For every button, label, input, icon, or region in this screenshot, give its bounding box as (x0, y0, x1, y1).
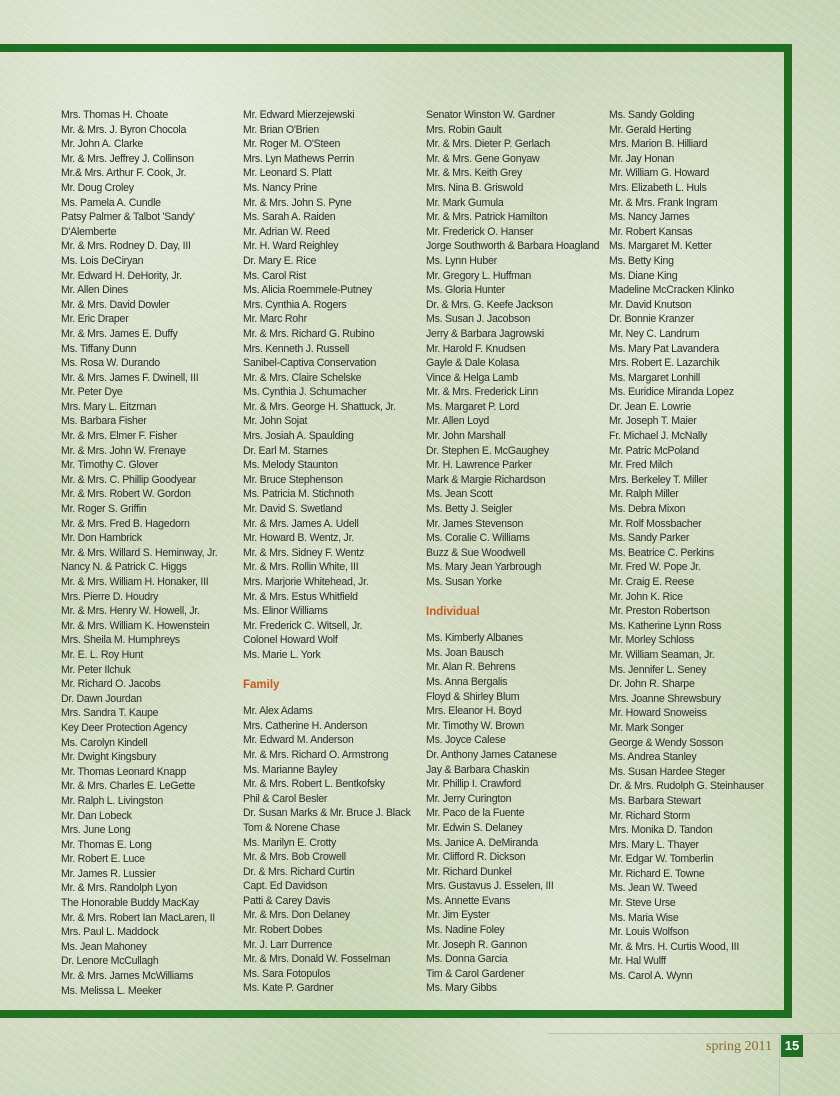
section-heading: Family (243, 678, 280, 691)
donor-name: Mr. & Mrs. Rollin White, III (243, 561, 359, 574)
donor-name: Ms. Marilyn E. Crotty (243, 836, 337, 849)
donor-name: Ms. Jean Scott (426, 488, 493, 501)
donor-name: Ms. Janice A. DeMiranda (426, 836, 539, 849)
donor-name: Mr. Eric Draper (61, 313, 129, 326)
donor-name: Ms. Donna Garcia (426, 953, 508, 966)
donor-name: Mr. Brian O'Brien (243, 123, 320, 136)
donor-name: Mr. Mark Gumula (426, 196, 504, 209)
donor-name: Ms. Margaret Lonhill (609, 371, 700, 384)
donor-name: Dr. Bonnie Kranzer (609, 313, 695, 326)
footer-vertical-rule (779, 1033, 780, 1096)
donor-name: Mr. E. L. Roy Hunt (61, 648, 144, 661)
donor-name: Mr. & Mrs. Elmer F. Fisher (61, 430, 177, 443)
donor-name: Ms. Nancy James (609, 211, 690, 224)
donor-name: Fr. Michael J. McNally (609, 430, 708, 443)
donor-name: Mark & Margie Richardson (426, 473, 546, 486)
donor-name: Dr. & Mrs. G. Keefe Jackson (426, 298, 553, 311)
donor-name: Mr. Frederick O. Hanser (426, 225, 534, 238)
donor-name: Sanibel-Captiva Conservation (243, 357, 377, 370)
donor-name: Mrs. Catherine H. Anderson (243, 719, 368, 732)
donor-name: Mr. Doug Croley (61, 181, 134, 194)
donor-name: Ms. Kate P. Gardner (243, 982, 334, 995)
donor-name: Mr. Louis Wolfson (609, 926, 689, 939)
donor-name: Mr. Roger M. O'Steen (243, 138, 341, 151)
donor-name: Mr. & Mrs. James F. Dwinell, III (61, 371, 199, 384)
donor-name: Mr. Don Hambrick (61, 532, 142, 545)
donor-name: Mrs. Sandra T. Kaupe (61, 707, 159, 720)
donor-name: Ms. Katherine Lynn Ross (609, 619, 722, 632)
donor-name: Mrs. Mary L. Thayer (609, 838, 699, 851)
donor-name: George & Wendy Sosson (609, 736, 724, 749)
donor-name: Jay & Barbara Chaskin (426, 763, 530, 776)
donor-name: Ms. Sarah A. Raiden (243, 211, 336, 224)
donor-name: Mr. & Mrs. Henry W. Howell, Jr. (61, 605, 200, 618)
donor-name: Ms. Joyce Calese (426, 734, 506, 747)
donor-name: Colonel Howard Wolf (243, 634, 338, 647)
donor-name: Mr. Jerry Curington (426, 792, 512, 805)
donor-name: Ms. Jean Mahoney (61, 940, 147, 953)
donor-name: Mr. Jay Honan (609, 152, 675, 165)
donor-name: Dr. & Mrs. Richard Curtin (243, 865, 355, 878)
donor-name: Mr. & Mrs. Jeffrey J. Collinson (61, 152, 194, 165)
donor-name: Mrs. Elizabeth L. Huls (609, 181, 707, 194)
donor-name: Mr. Joseph T. Maier (609, 415, 697, 428)
donor-name: Ms. Susan J. Jacobson (426, 313, 531, 326)
donor-name: Ms. Melody Staunton (243, 459, 338, 472)
donor-name: Mr. J. Larr Durrence (243, 938, 333, 951)
donor-name: Ms. Alicia Roemmele-Putney (243, 284, 372, 297)
donor-name: Mr. Craig E. Reese (609, 576, 694, 588)
section-heading: Individual (426, 605, 480, 618)
donor-name: Mr. & Mrs. C. Phillip Goodyear (61, 473, 196, 486)
footer-rule (548, 1033, 840, 1034)
donor-column-4 (609, 108, 764, 984)
donor-name: Dr. Susan Marks & Mr. Bruce J. Black (243, 807, 411, 820)
donor-name: Mr. Ney C. Landrum (609, 327, 700, 340)
donor-name: Mr. & Mrs. James E. Duffy (61, 327, 178, 340)
donor-name: Ms. Tiffany Dunn (61, 342, 137, 355)
donor-name: Mrs. Thomas H. Choate (61, 109, 169, 121)
donor-name: Ms. Barbara Stewart (609, 794, 701, 807)
donor-name: Mr. & Mrs. James A. Udell (243, 517, 359, 530)
donor-name: Ms. Lynn Huber (426, 254, 497, 267)
donor-name: Mr. Allen Loyd (426, 415, 490, 428)
donor-name: Jorge Southworth & Barbara Hoagland (426, 240, 600, 253)
donor-name: Mr. Bruce Stephenson (243, 473, 343, 486)
donor-name: Dr. Stephen E. McGaughey (426, 444, 549, 457)
donor-name: Mr. & Mrs. Frederick Linn (426, 386, 539, 399)
donor-name: Mr. Rolf Mossbacher (609, 517, 702, 530)
donor-name: Jerry & Barbara Jagrowski (426, 327, 544, 340)
donor-name: Mr. David Knutson (609, 298, 692, 311)
donor-name: Mr. John A. Clarke (61, 138, 144, 151)
donor-name: Ms. Beatrice C. Perkins (609, 546, 714, 559)
donor-name: Mr. Timothy C. Glover (61, 459, 159, 472)
donor-name: Mrs. Marjorie Whitehead, Jr. (243, 576, 369, 588)
donor-name: Mr. & Mrs. Fred B. Hagedorn (61, 517, 190, 530)
donor-name: Mr. Preston Robertson (609, 605, 710, 618)
donor-name: Ms. Barbara Fisher (61, 415, 147, 428)
donor-name: Mr. Thomas Leonard Knapp (61, 765, 187, 778)
donor-column-2 (243, 108, 411, 996)
donor-name: Mr. Gregory L. Huffman (426, 269, 531, 282)
donor-name: Ms. Betty King (609, 254, 674, 267)
donor-name: Dr. Earl M. Starnes (243, 444, 328, 457)
donor-name: Dr. Dawn Jourdan (61, 692, 142, 705)
donor-name: Mr. Dan Lobeck (61, 809, 132, 822)
donor-name: Patsy Palmer & Talbot 'Sandy' (61, 211, 195, 224)
donor-name: Mrs. Paul L. Maddock (61, 926, 159, 939)
donor-name: Mr. Marc Rohr (243, 313, 307, 326)
donor-name: Ms. Sara Fotopulos (243, 967, 331, 980)
donor-name: Ms. Mary Pat Lavandera (609, 342, 719, 355)
donor-name: Mr. Robert E. Luce (61, 853, 145, 866)
donor-name: Mr. Richard Dunkel (426, 865, 512, 878)
donor-name: Ms. Diane King (609, 269, 678, 282)
donor-name: Mr. William Seaman, Jr. (609, 648, 715, 661)
donor-name: Ms. Andrea Stanley (609, 751, 697, 764)
donor-name: Mr. Steve Urse (609, 897, 676, 910)
donor-name: Mr. & Mrs. Estus Whitfield (243, 590, 358, 603)
donor-name: Floyd & Shirley Blum (426, 690, 520, 703)
donor-name: Mr. & Mrs. H. Curtis Wood, III (609, 940, 740, 953)
donor-name: Ms. Carol Rist (243, 269, 307, 282)
donor-name: Ms. Patricia M. Stichnoth (243, 488, 354, 501)
donor-name: Mr. Timothy W. Brown (426, 719, 525, 732)
donor-name: Mr. Robert Kansas (609, 225, 693, 238)
issue-label: spring 2011 (706, 1039, 772, 1054)
donor-name: Mrs. Cynthia A. Rogers (243, 298, 347, 311)
donor-name: Key Deer Protection Agency (61, 721, 187, 734)
donor-name: Mr. & Mrs. David Dowler (61, 298, 170, 311)
donor-name: Mr. Jim Eyster (426, 909, 490, 922)
donor-name: Mr. James Stevenson (426, 517, 524, 530)
donor-name: Mr. & Mrs. Claire Schelske (243, 371, 362, 384)
donor-name: Ms. Sandy Parker (609, 532, 690, 545)
donor-name: Mr. & Mrs. William K. Howenstein (61, 619, 210, 632)
donor-name: Ms. Nadine Foley (426, 924, 505, 937)
donor-name: Mrs. Josiah A. Spaulding (243, 430, 354, 443)
donor-name: Mrs. Robert E. Lazarchik (609, 357, 720, 370)
donor-name: Mr. & Mrs. Robert Ian MacLaren, II (61, 911, 215, 924)
donor-name: Ms. Elinor Williams (243, 605, 328, 618)
donor-name: Mr. & Mrs. Willard S. Heminway, Jr. (61, 546, 218, 559)
donor-name: Ms. Gloria Hunter (426, 284, 505, 297)
donor-name: Ms. Margaret P. Lord (426, 400, 520, 413)
donor-name: Mr. John Sojat (243, 415, 308, 428)
donor-name: Mr. Mark Songer (609, 721, 684, 734)
donor-name: Mr. Alan R. Behrens (426, 661, 516, 674)
donor-name: Mr. Edward M. Anderson (243, 734, 354, 747)
donor-name: Mr. John Marshall (426, 430, 506, 443)
donor-name: Mr. Roger S. Griffin (61, 503, 147, 516)
donor-name: Ms. Coralie C. Williams (426, 532, 530, 545)
donor-name: Mr. Clifford R. Dickson (426, 851, 526, 864)
donor-name: Mr. & Mrs. J. Byron Chocola (61, 123, 187, 136)
donor-name: Mr. Ralph L. Livingston (61, 794, 164, 807)
donor-name: Mrs. Mary L. Eitzman (61, 400, 157, 413)
donor-name: Ms. Susan Yorke (426, 576, 502, 588)
donor-name: Mr. & Mrs. Gene Gonyaw (426, 152, 540, 165)
donor-name: Mr. Howard Snoweiss (609, 707, 707, 720)
donor-name: Dr. John R. Sharpe (609, 678, 695, 691)
donor-name: Ms. Melissa L. Meeker (61, 984, 162, 997)
donor-name: Mr. H. Ward Reighley (243, 240, 339, 253)
donor-name: Ms. Jennifer L. Seney (609, 663, 707, 676)
donor-name: Mr. & Mrs. Bob Crowell (243, 851, 346, 864)
donor-name: Ms. Maria Wise (609, 911, 679, 924)
donor-name: Mr. Fred W. Pope Jr. (609, 561, 701, 574)
donor-name: Mr. & Mrs. William H. Honaker, III (61, 576, 209, 588)
donor-name: Gayle & Dale Kolasa (426, 357, 519, 370)
donor-name: Mrs. Pierre D. Houdry (61, 590, 159, 603)
donor-name: Senator Winston W. Gardner (426, 109, 555, 121)
donor-name: Mr. James R. Lussier (61, 867, 156, 880)
donor-name: Mr. Richard O. Jacobs (61, 678, 161, 691)
donor-name: Ms. Cynthia J. Schumacher (243, 386, 367, 399)
donor-name: Mr. Ralph Miller (609, 488, 679, 501)
donor-name: Buzz & Sue Woodwell (426, 546, 526, 559)
donor-name: Ms. Rosa W. Durando (61, 357, 160, 370)
donor-name: Mrs. Robin Gault (426, 123, 502, 136)
donor-name: Mr. Adrian W. Reed (243, 225, 330, 238)
donor-name: Mr. Phillip I. Crawford (426, 778, 521, 791)
donor-name: Capt. Ed Davidson (243, 880, 328, 893)
donor-name: Ms. Marie L. York (243, 648, 321, 661)
donor-name: Ms. Debra Mixon (609, 503, 686, 516)
donor-name: Mr. H. Lawrence Parker (426, 459, 532, 472)
donor-name: Mr. Harold F. Knudsen (426, 342, 526, 355)
donor-name: Ms. Carolyn Kindell (61, 736, 148, 749)
donor-name: Mr. & Mrs. John W. Frenaye (61, 444, 186, 457)
donor-name: Mr. Peter Dye (61, 386, 123, 399)
donor-name: Mr. & Mrs. Patrick Hamilton (426, 211, 548, 224)
donor-name: Mr. Joseph R. Gannon (426, 938, 527, 951)
donor-name: Mrs. Gustavus J. Esselen, III (426, 880, 554, 893)
donor-name: Mr. Dwight Kingsbury (61, 751, 157, 764)
donor-name: Ms. Mary Gibbs (426, 982, 497, 995)
donor-name: Mr. & Mrs. Keith Grey (426, 167, 522, 180)
donor-name: Mr. & Mrs. Sidney F. Wentz (243, 546, 365, 559)
donor-name: Ms. Euridice Miranda Lopez (609, 386, 734, 399)
donor-name: Dr. & Mrs. Rudolph G. Steinhauser (609, 780, 764, 793)
donor-name: Mrs. Kenneth J. Russell (243, 342, 350, 355)
donor-name: Nancy N. & Patrick C. Higgs (61, 561, 187, 574)
donor-name: Mr. Leonard S. Platt (243, 167, 332, 180)
donor-name: Phil & Carol Besler (243, 792, 328, 805)
donor-name: Ms. Marianne Bayley (243, 763, 338, 776)
donor-name: Mr. & Mrs. Don Delaney (243, 909, 350, 922)
donor-name: Mr. Edward Mierzejewski (243, 109, 355, 121)
donor-name: Mr. & Mrs. Richard O. Armstrong (243, 748, 389, 761)
donor-name: Mr. Howard B. Wentz, Jr. (243, 532, 354, 545)
donor-name: Tom & Norene Chase (243, 821, 340, 834)
donor-name: Mr. Robert Dobes (243, 924, 323, 937)
donor-name: Mr. Edwin S. Delaney (426, 821, 523, 834)
donor-name: Mrs. Joanne Shrewsbury (609, 692, 721, 705)
donor-name: Mr. Gerald Herting (609, 123, 692, 136)
donor-name: Mr. & Mrs. Robert W. Gordon (61, 488, 191, 501)
donor-name: Ms. Jean W. Tweed (609, 882, 697, 895)
donor-name: Ms. Susan Hardee Steger (609, 765, 726, 778)
donor-name: Mr. Frederick C. Witsell, Jr. (243, 619, 363, 632)
donor-name: Dr. Anthony James Catanese (426, 748, 557, 761)
donor-name: Mr. Morley Schloss (609, 634, 694, 647)
donor-name: Mr. Fred Milch (609, 459, 673, 472)
donor-name: Mr. & Mrs. Dieter P. Gerlach (426, 138, 551, 151)
donor-name: Mr. & Mrs. Robert L. Bentkofsky (243, 778, 385, 791)
donor-name: Mr. David S. Swetland (243, 503, 342, 516)
donor-name: Vince & Helga Lamb (426, 371, 518, 384)
donor-name: Dr. Mary E. Rice (243, 254, 317, 267)
donor-name: Mr. & Mrs. Frank Ingram (609, 196, 718, 209)
donor-name: Mr. & Mrs. Charles E. LeGette (61, 780, 196, 793)
page-number: 15 (781, 1035, 803, 1057)
donor-name: Mrs. Monika D. Tandon (609, 824, 713, 837)
donor-name: Mrs. Lyn Mathews Perrin (243, 152, 355, 165)
donor-name: Dr. Lenore McCullagh (61, 955, 159, 968)
donor-name: Mr. Thomas E. Long (61, 838, 152, 851)
donor-name: Mr. Patric McPoland (609, 444, 700, 457)
donor-name: Mrs. Eleanor H. Boyd (426, 705, 522, 718)
donor-name: Ms. Lois DeCiryan (61, 254, 144, 267)
donor-name: Tim & Carol Gardener (426, 967, 525, 980)
donor-name: Ms. Joan Bausch (426, 646, 504, 659)
donor-name: Mr. John K. Rice (609, 590, 683, 603)
donor-name: Mr. Edward H. DeHority, Jr. (61, 269, 182, 282)
donor-name: Mrs. Sheila M. Humphreys (61, 634, 180, 647)
donor-name: Mr. & Mrs. Rodney D. Day, III (61, 240, 191, 253)
donor-name: Mr. Allen Dines (61, 284, 128, 297)
donor-name: Mrs. June Long (61, 824, 131, 837)
donor-column-1 (61, 108, 217, 998)
donor-name: Mr.& Mrs. Arthur F. Cook, Jr. (61, 167, 187, 180)
donor-name: Ms. Margaret M. Ketter (609, 240, 712, 253)
donor-name: Ms. Annette Evans (426, 894, 511, 907)
donor-name: Mr. & Mrs. James McWilliams (61, 970, 194, 983)
donor-name: Mrs. Nina B. Griswold (426, 181, 524, 194)
donor-name: Mr. & Mrs. George H. Shattuck, Jr. (243, 400, 396, 413)
donor-name: Ms. Betty J. Seigler (426, 503, 513, 516)
donor-name: Mr. Hal Wulff (609, 955, 666, 968)
donor-name: Patti & Carey Davis (243, 894, 331, 907)
donor-name: Madeline McCracken Klinko (609, 284, 735, 297)
donor-name: Mr. Richard Storm (609, 809, 691, 822)
donor-name: Mr. Edgar W. Tomberlin (609, 853, 714, 866)
donor-name: Mr. Paco de la Fuente (426, 807, 525, 820)
donor-name: Mr. & Mrs. Randolph Lyon (61, 882, 178, 895)
donor-name: Mrs. Berkeley T. Miller (609, 473, 708, 486)
donor-name: Ms. Nancy Prine (243, 181, 317, 194)
donor-name: Mr. & Mrs. Donald W. Fosselman (243, 953, 391, 966)
donor-name: Mr. & Mrs. Richard G. Rubino (243, 327, 375, 340)
donor-name: Mr. William G. Howard (609, 167, 710, 180)
donor-name: Ms. Pamela A. Cundle (61, 196, 161, 209)
donor-name: Mr. & Mrs. John S. Pyne (243, 196, 352, 209)
donor-name: The Honorable Buddy MacKay (61, 897, 199, 910)
donor-name: Mr. Alex Adams (243, 705, 313, 718)
donor-name: Ms. Carol A. Wynn (609, 970, 693, 983)
donor-name: Ms. Sandy Golding (609, 109, 695, 121)
donor-name: Ms. Kimberly Albanes (426, 632, 523, 645)
donor-column-3 (426, 108, 599, 996)
donor-name: D'Alemberte (61, 225, 117, 238)
donor-name: Mr. Richard E. Towne (609, 867, 705, 880)
donor-name: Mr. Peter Ilchuk (61, 663, 131, 676)
donor-name: Dr. Jean E. Lowrie (609, 400, 692, 413)
donor-name: Ms. Mary Jean Yarbrough (426, 561, 542, 574)
donor-name: Mrs. Marion B. Hilliard (609, 138, 708, 151)
donor-name: Ms. Anna Bergalis (426, 675, 508, 688)
